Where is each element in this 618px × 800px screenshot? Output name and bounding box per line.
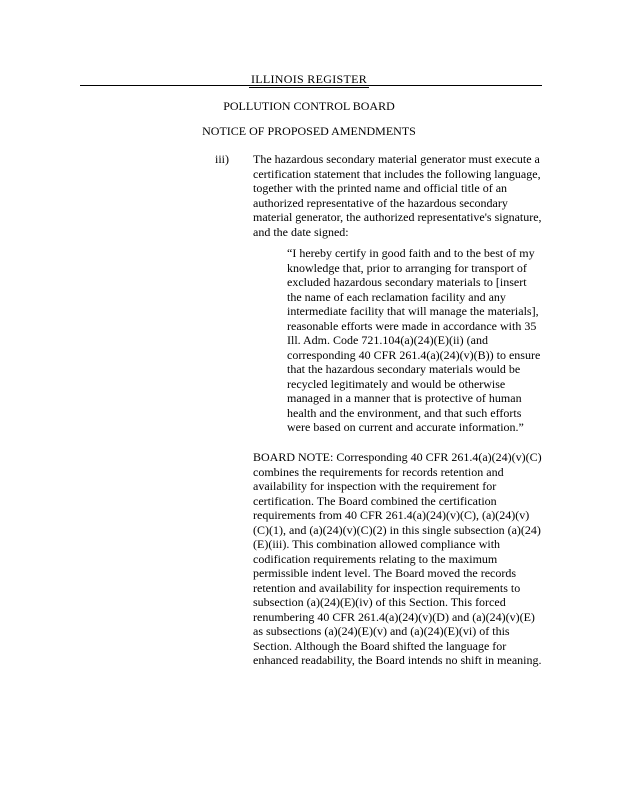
intro-paragraph: The hazardous secondary material generator must execute a certification statement that includes the following language, together with the printed name and official title of an authorized representative of the hazardous secondary material generator, the authorized representative's signature, and the date signed: — [253, 152, 542, 239]
item-number: iii) — [215, 152, 229, 166]
board-name: POLLUTION CONTROL BOARD — [223, 99, 395, 113]
register-title-text: ILLINOIS REGISTER — [250, 72, 368, 86]
register-title — [0, 72, 618, 88]
board-note: BOARD NOTE: Corresponding 40 CFR 261.4(a)(24)(v)(C) combines the requirements for records retention and availability for inspection with the requirement for certification. The Board combined the certification requirements from 40 CFR 261.4(a)(24)(v)(C), (a)(24)(v)(C)(1), and (a)(24)(v)(C)(2) in this single subsection (a)(24)(E)(iii). This combination allowed compliance with codification requirements relating to the maximum permissible indent level. The Board moved the records retention and availability for inspection requirements to subsection (a)(24)(E)(iv) of this Section. This forced renumbering 40 CFR 261.4(a)(24)(v)(D) and (a)(24)(v)(E) as subsections (a)(24)(E)(v) and (a)(24)(E)(vi) of this Section. Although the Board shifted the language for enhanced readability, the Board intends no shift in meaning. — [253, 450, 542, 667]
notice-title: NOTICE OF PROPOSED AMENDMENTS — [202, 124, 416, 138]
certification-quote: “I hereby certify in good faith and to the best of my knowledge that, prior to arranging for transport of excluded hazardous secondary materials to [insert the name of each reclamation facility and any intermediate facility that will manage the materials], reasonable efforts were made in accordance with 35 Ill. Adm. Code 721.104(a)(24)(E)(ii) (and corresponding 40 CFR 261.4(a)(24)(v)(B)) to ensure that the hazardous secondary materials would be recycled legitimately and would be otherwise managed in a manner that is protective of human health and the environment, and that such efforts were based on current and accurate information.” — [287, 246, 541, 434]
